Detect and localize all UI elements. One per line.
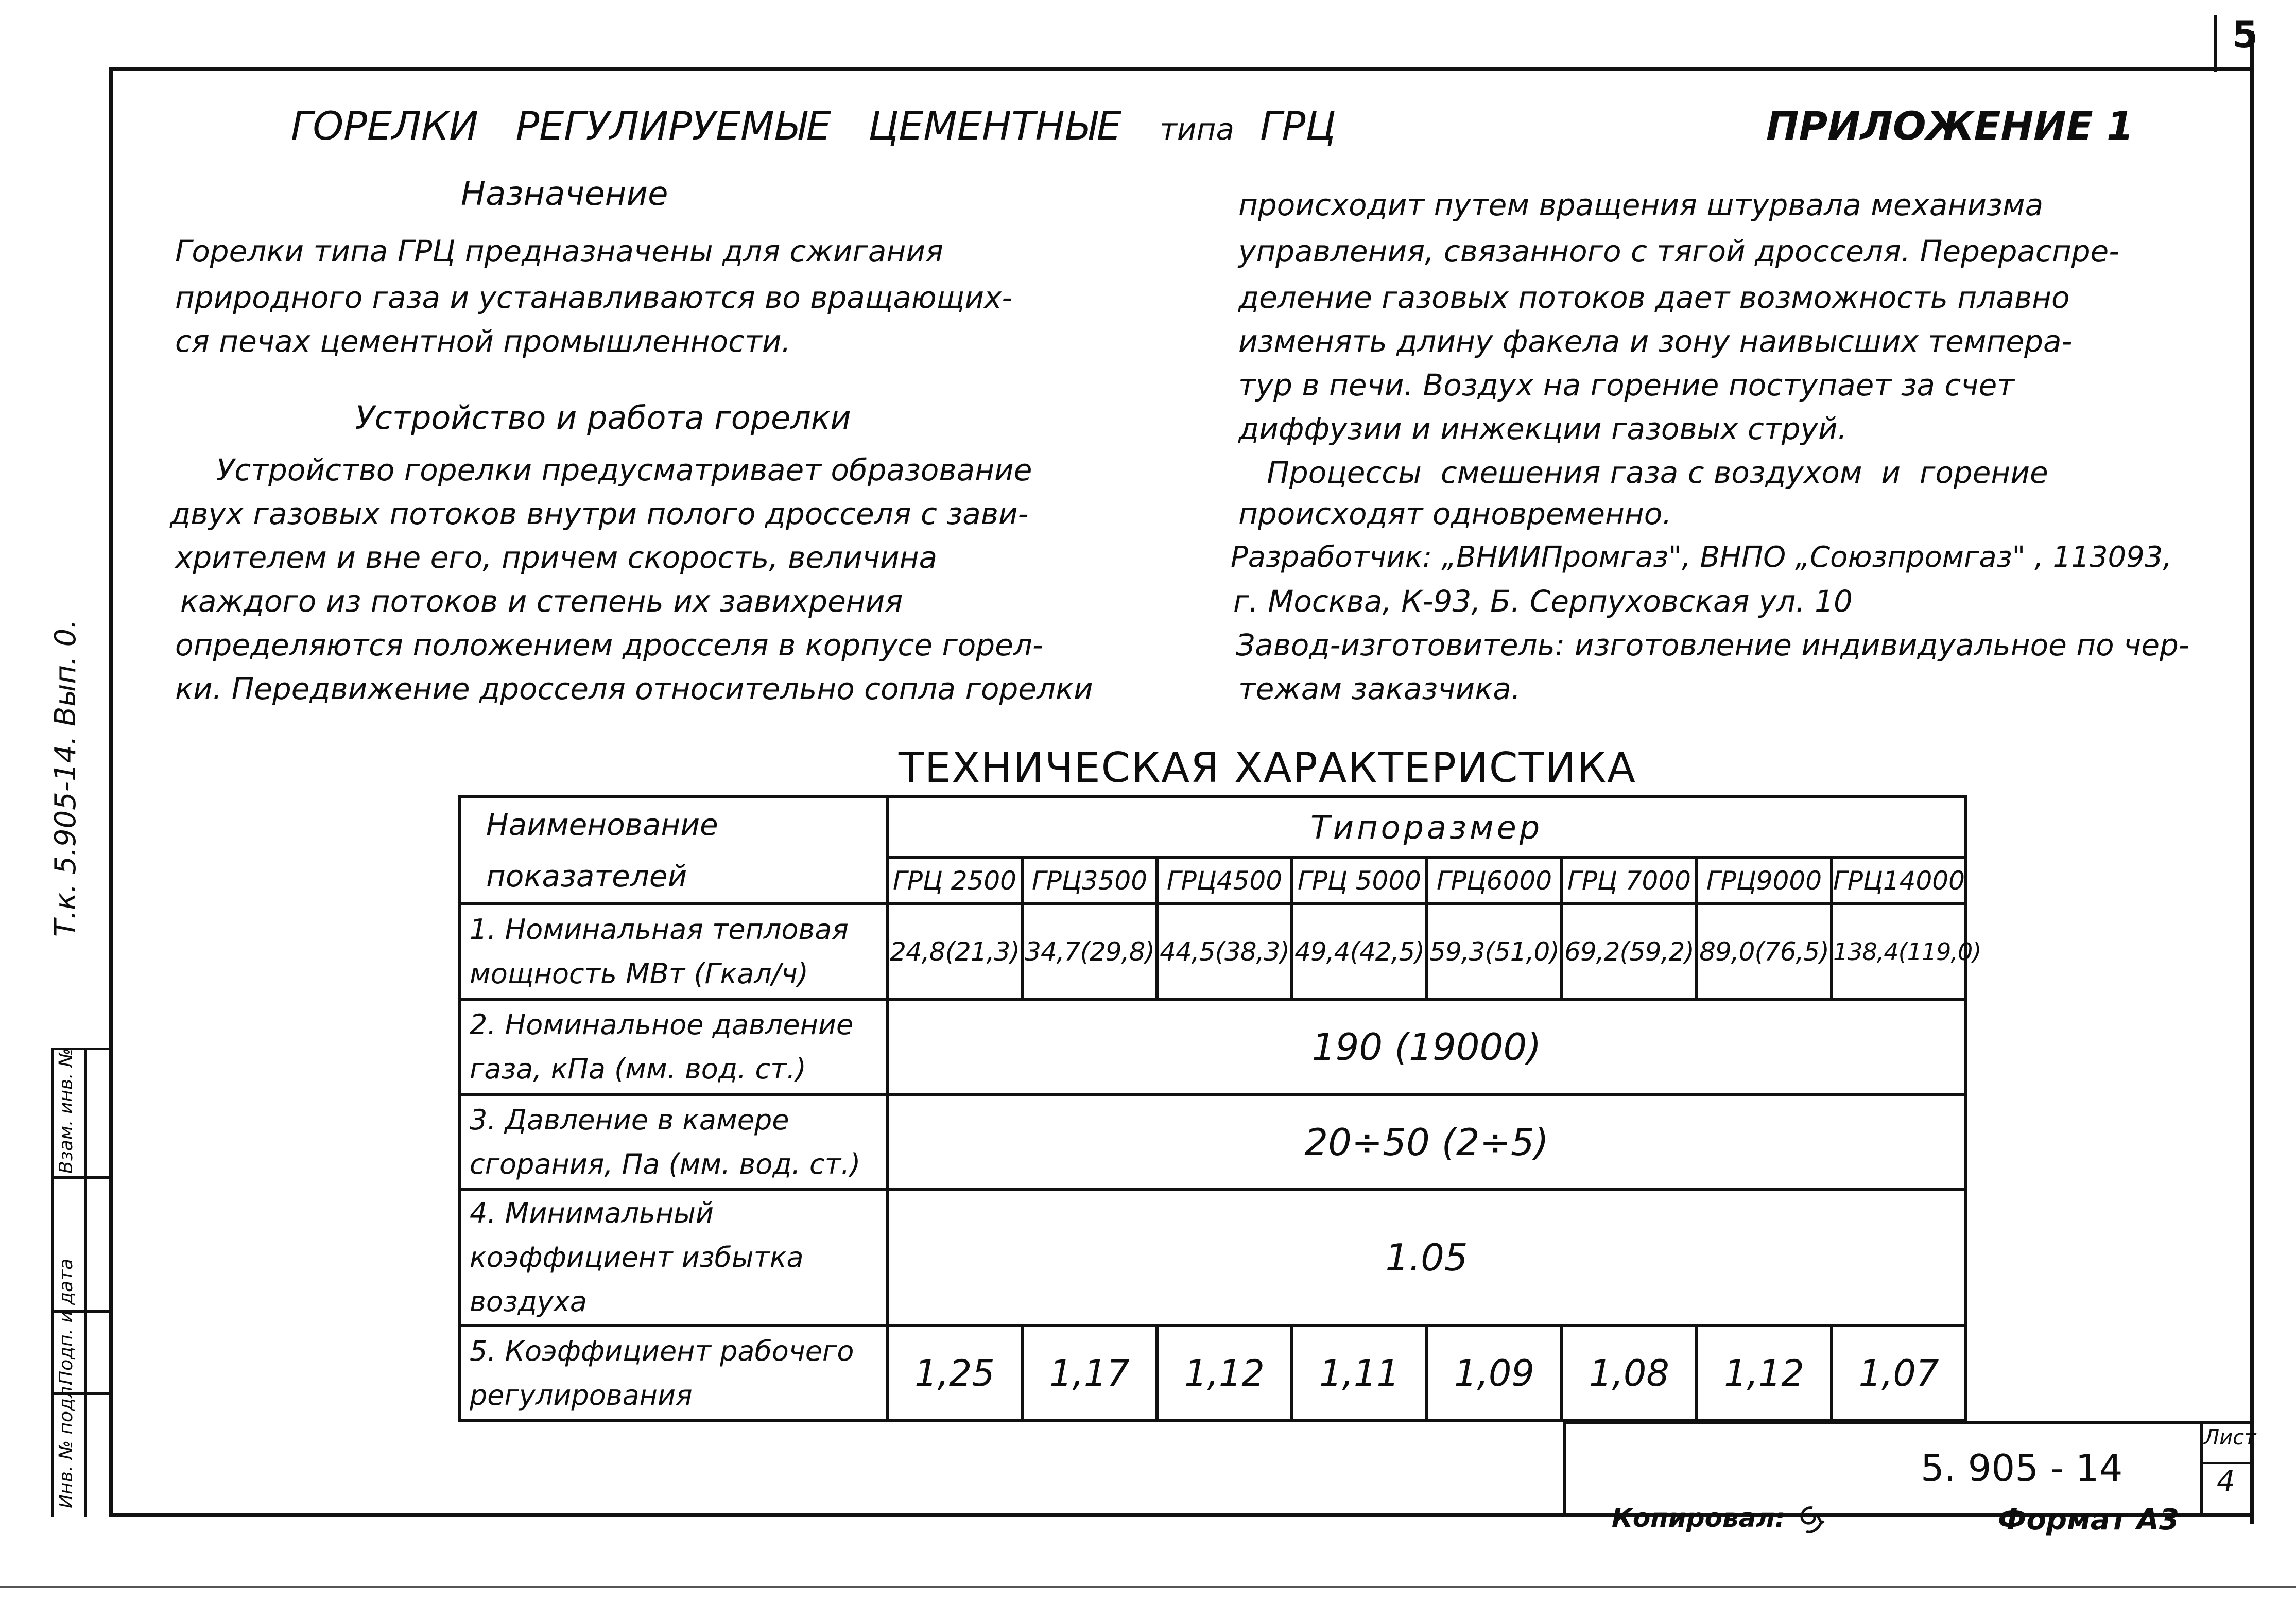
row1-value: 59,3(51,0): [1427, 904, 1562, 999]
sheet-label: Лист: [2204, 1426, 2256, 1450]
size-cell: ГРЦ9000: [1697, 858, 1832, 904]
row1-value: 138,4(119,0): [1832, 904, 1966, 999]
right-line: г. Москва, К-93, Б. Серпуховская ул. 10: [1233, 584, 1853, 619]
title-main: ГОРЕЛКИ РЕГУЛИРУЕМЫЕ ЦЕМЕНТНЫЕ: [291, 103, 1121, 149]
title-block-left: [1563, 1421, 1566, 1517]
stamp-inv-podl: Инв. № подл.: [56, 1380, 77, 1508]
right-line: происходят одновременно.: [1238, 496, 1672, 531]
format-label: Формат А3: [1998, 1503, 2179, 1537]
title-grc: ГРЦ: [1260, 103, 1336, 149]
frame-right: [2250, 31, 2254, 1524]
device-heading: Устройство и работа горелки: [355, 399, 851, 437]
page-number-box-left: [2214, 15, 2217, 72]
row5-value: 1,07: [1832, 1326, 1966, 1421]
row1-value: 34,7(29,8): [1022, 904, 1157, 999]
page-number: 5: [2232, 13, 2258, 56]
copier-signature: [1792, 1501, 1833, 1537]
frame-bottom: [109, 1513, 2254, 1517]
size-cell: ГРЦ3500: [1022, 858, 1157, 904]
row2-value: 190 (19000): [887, 999, 1966, 1094]
sheet-number: 4: [2217, 1464, 2235, 1498]
stamp-strip-mid: [84, 1048, 87, 1517]
row1-label: 1. Номинальная тепловая мощность МВт (Гкал/ч): [460, 904, 887, 999]
row5-value: 1,25: [887, 1326, 1022, 1421]
right-line: диффузии и инжекции газовых струй.: [1238, 411, 1848, 446]
right-line: Разработчик: „ВНИИПромгаз", ВНПО „Союзпромгаз" , 113093,: [1231, 541, 2172, 574]
device-line: каждого из потоков и степень их завихрения: [180, 584, 903, 619]
size-cell: ГРЦ4500: [1157, 858, 1292, 904]
row5-value: 1,12: [1697, 1326, 1832, 1421]
row4-value: 1.05: [887, 1190, 1966, 1326]
row2-label: 2. Номинальное давление газа, кПа (мм. вод. ст.): [460, 999, 887, 1094]
row3-value: 20÷50 (2÷5): [887, 1094, 1966, 1190]
device-line: двух газовых потоков внутри полого дросселя с зави-: [170, 496, 1029, 531]
right-line: управления, связанного с тягой дросселя. Перераспре-: [1238, 234, 2120, 269]
size-cell: ГРЦ6000: [1427, 858, 1562, 904]
stamp-vzam-inv: Взам. инв. №: [56, 1048, 77, 1174]
stamp-div-1: [51, 1176, 112, 1179]
row1-value: 89,0(76,5): [1697, 904, 1832, 999]
right-line: тур в печи. Воздух на горение поступает за счет: [1238, 368, 2015, 403]
row1-value: 44,5(38,3): [1157, 904, 1292, 999]
size-cell: ГРЦ 2500: [887, 858, 1022, 904]
row5-value: 1,09: [1427, 1326, 1562, 1421]
frame-left: [109, 67, 113, 1517]
size-cell: ГРЦ 5000: [1292, 858, 1427, 904]
table-title: ТЕХНИЧЕСКАЯ ХАРАКТЕРИСТИКА: [899, 744, 1636, 792]
right-line: Завод-изготовитель: изготовление индивидуальное по чер-: [1236, 627, 2189, 662]
title-tipa: типа: [1160, 112, 1235, 147]
stamp-podp-data: Подп. и дата: [56, 1258, 77, 1385]
row3-label: 3. Давление в камере сгорания, Па (мм. вод. ст.): [460, 1094, 887, 1190]
row5-value: 1,12: [1157, 1326, 1292, 1421]
stamp-strip-left: [51, 1048, 54, 1517]
right-line: происходит путем вращения штурвала механизма: [1238, 187, 2044, 222]
device-line: определяются положением дросселя в корпусе горел-: [175, 627, 1043, 662]
header-name-cell: Наименование показателей: [460, 797, 887, 904]
row1-value: 24,8(21,3): [887, 904, 1022, 999]
frame-top: [109, 67, 2254, 71]
bottom-edge-line: [0, 1586, 2296, 1588]
purpose-line: Горелки типа ГРЦ предназначены для сжигания: [175, 234, 943, 269]
appendix-label: ПРИЛОЖЕНИЕ 1: [1766, 103, 2134, 149]
size-cell: ГРЦ 7000: [1562, 858, 1697, 904]
page-title: [291, 103, 1336, 149]
sheet-box-left: [2200, 1421, 2203, 1517]
tech-spec-table: [458, 795, 1981, 1422]
device-line: Устройство горелки предусматривает образование: [216, 452, 1032, 487]
purpose-line: ся печах цементной промышленности.: [175, 324, 791, 359]
size-cell: ГРЦ14000: [1832, 858, 1966, 904]
side-designation: Т.к. 5.905-14. Вып. 0.: [49, 619, 82, 937]
row5-value: 1,11: [1292, 1326, 1427, 1421]
purpose-line: природного газа и устанавливаются во вращающих-: [175, 280, 1013, 315]
device-line: ки. Передвижение дросселя относительно сопла горелки: [175, 671, 1093, 706]
right-line: изменять длину факела и зону наивысших темпера-: [1238, 324, 2073, 359]
copied-label: Копировал:: [1612, 1503, 1785, 1533]
title-block-top: [1563, 1421, 2254, 1424]
row1-value: 69,2(59,2): [1562, 904, 1697, 999]
row4-label: 4. Минимальный коэффициент избытка воздуха: [460, 1190, 887, 1326]
right-line: Процессы смешения газа с воздухом и горение: [1238, 455, 2048, 490]
device-line: хрителем и вне его, причем скорость, величина: [175, 540, 938, 575]
row5-value: 1,17: [1022, 1326, 1157, 1421]
row5-value: 1,08: [1562, 1326, 1697, 1421]
document-designation: 5. 905 - 14: [1921, 1446, 2123, 1490]
row1-value: 49,4(42,5): [1292, 904, 1427, 999]
right-line: деление газовых потоков дает возможность плавно: [1238, 280, 2070, 315]
right-line: тежам заказчика.: [1238, 671, 1521, 706]
header-size-cell: Типоразмер: [887, 797, 1966, 858]
purpose-heading: Назначение: [461, 175, 668, 213]
row5-label: 5. Коэффициент рабочего регулирования: [460, 1326, 887, 1421]
